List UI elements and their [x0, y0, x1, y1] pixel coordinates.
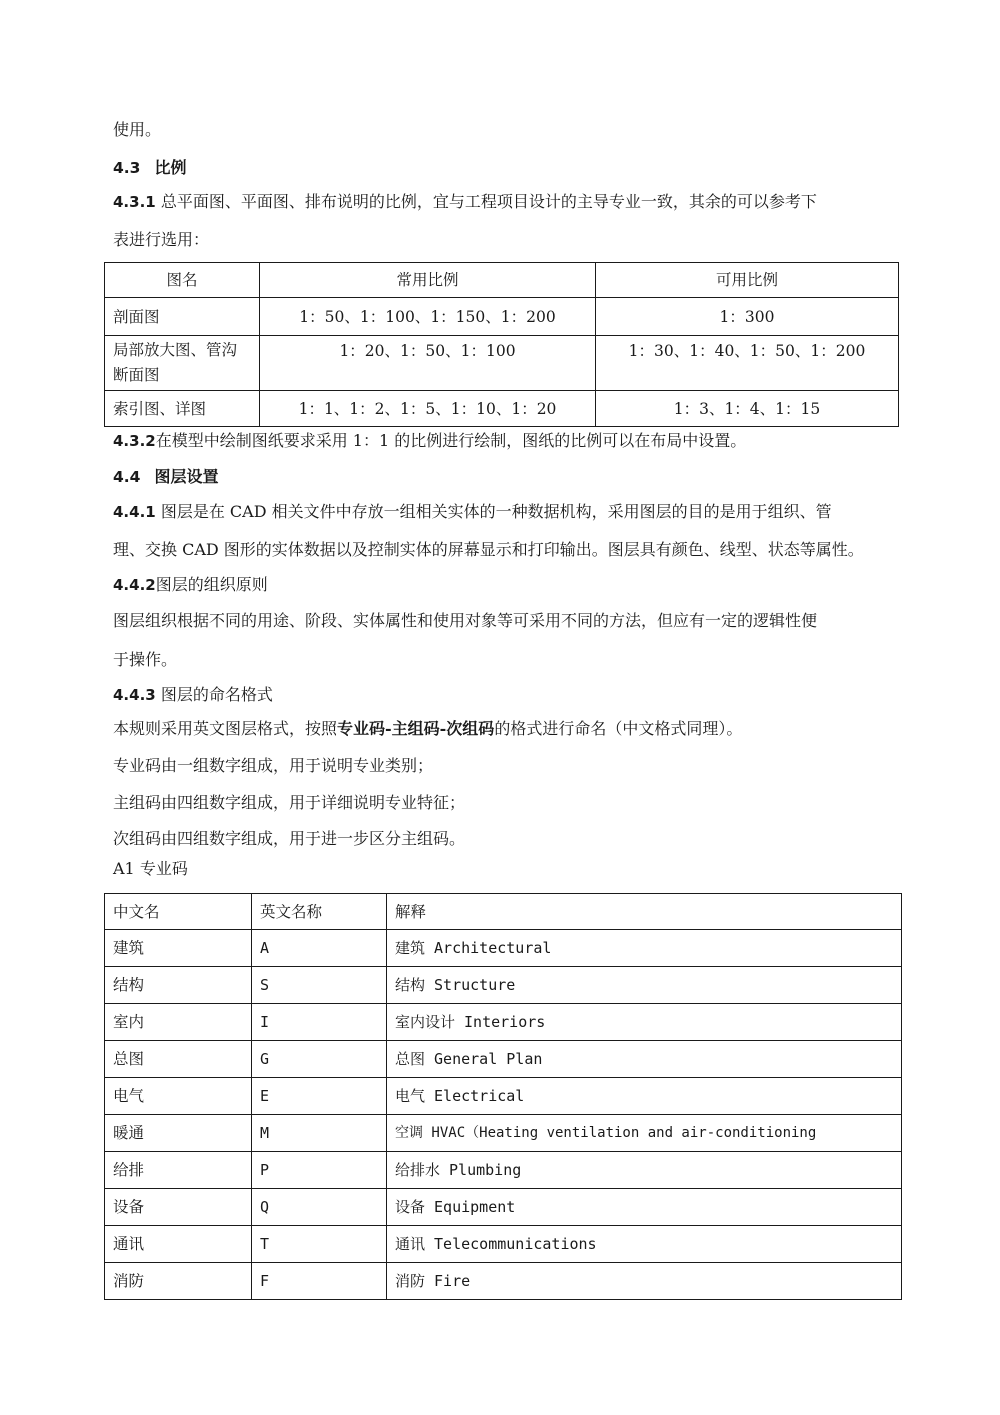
- table-row: [105, 1078, 902, 1115]
- table-header-row: [105, 894, 902, 930]
- scale-table: [104, 262, 899, 427]
- table-cell: 剖面图: [105, 298, 260, 336]
- table-row: [105, 967, 902, 1004]
- table-row: [105, 1115, 902, 1152]
- clause-number: 4.4.2: [113, 576, 156, 594]
- paragraph-continuation: 使用。: [113, 120, 162, 139]
- table-row: [105, 1189, 902, 1226]
- section-heading-4-4: [113, 467, 218, 487]
- table-cell: 给排: [105, 1152, 252, 1189]
- table-cell: G: [252, 1041, 387, 1078]
- table-cell: 建筑 Architectural: [387, 930, 902, 967]
- table-cell: 1：30、1：40、1：50、1：200: [596, 336, 899, 391]
- section-heading-4-3: [113, 158, 186, 178]
- table-cell: M: [252, 1115, 387, 1152]
- table-row: [105, 1263, 902, 1300]
- table-cell: T: [252, 1226, 387, 1263]
- table-cell: 空调 HVAC（Heating ventilation and air-conditioning: [387, 1115, 902, 1152]
- table-cell: 通讯 Telecommunications: [387, 1226, 902, 1263]
- header-cell: 中文名: [105, 894, 252, 930]
- section-number: 4.4: [113, 468, 141, 486]
- table-row: [105, 1041, 902, 1078]
- table-cell: 建筑: [105, 930, 252, 967]
- paragraph-4-4-2-line1: 图层组织根据不同的用途、阶段、实体属性和使用对象等可采用不同的方法，但应有一定的逻辑性便: [113, 611, 818, 630]
- paragraph-4-4-3-line1: [113, 719, 742, 739]
- paragraph-text: 总平面图、平面图、排布说明的比例，宜与工程项目设计的主导专业一致，其余的可以参考下: [160, 192, 817, 211]
- table-cell: S: [252, 967, 387, 1004]
- clause-number: 4.3.2: [113, 432, 156, 450]
- table-cell: P: [252, 1152, 387, 1189]
- section-number: 4.3: [113, 159, 141, 177]
- paragraph-4-4-1-line2: 理、交换 CAD 图形的实体数据以及控制实体的屏幕显示和打印输出。图层具有颜色、线型、状态等属性。: [113, 540, 864, 559]
- table-caption: A1 专业码: [113, 859, 188, 878]
- header-cell: 常用比例: [260, 263, 596, 298]
- header-cell: 可用比例: [596, 263, 899, 298]
- header-cell: 图名: [105, 263, 260, 298]
- table-row: [105, 930, 902, 967]
- table-row: [105, 1004, 902, 1041]
- table-cell: F: [252, 1263, 387, 1300]
- table-cell: 电气: [105, 1078, 252, 1115]
- table-cell: Q: [252, 1189, 387, 1226]
- paragraph-4-4-3-heading: [113, 685, 273, 705]
- paragraph-text: 图层是在 CAD 相关文件中存放一组相关实体的一种数据机构，采用图层的目的是用于组织、管: [160, 502, 832, 521]
- paragraph-text: 本规则采用英文图层格式，按照: [113, 719, 338, 738]
- table-cell: 设备: [105, 1189, 252, 1226]
- table-row: [105, 336, 899, 391]
- paragraph-4-3-1-line1: [113, 192, 817, 212]
- table-cell: 通讯: [105, 1226, 252, 1263]
- clause-number: 4.4.3: [113, 686, 156, 704]
- table-row: [105, 1226, 902, 1263]
- paragraph-4-3-1-line2: 表进行选用：: [113, 230, 210, 249]
- paragraph-4-4-2-line2: 于操作。: [113, 650, 178, 669]
- header-cell: 英文名称: [252, 894, 387, 930]
- table-cell: 室内设计 Interiors: [387, 1004, 902, 1041]
- table-cell: 1：50、1：100、1：150、1：200: [260, 298, 596, 336]
- clause-title: 图层的组织原则: [155, 575, 268, 594]
- table-row: [105, 1152, 902, 1189]
- table-cell: E: [252, 1078, 387, 1115]
- paragraph-4-4-3-line2: 专业码由一组数字组成，用于说明专业类别；: [113, 756, 434, 775]
- table-cell: 结构: [105, 967, 252, 1004]
- table-row: [105, 391, 899, 427]
- table-cell: 结构 Structure: [387, 967, 902, 1004]
- table-cell: 1：300: [596, 298, 899, 336]
- paragraph-4-3-2: [113, 431, 746, 451]
- table-cell: 索引图、详图: [105, 391, 260, 427]
- section-title: 图层设置: [154, 467, 219, 486]
- paragraph-4-4-3-line3: 主组码由四组数字组成，用于详细说明专业特征；: [113, 793, 466, 812]
- table-cell: 1：3、1：4、1：15: [596, 391, 899, 427]
- table-cell: 总图: [105, 1041, 252, 1078]
- table-cell: 暖通: [105, 1115, 252, 1152]
- table-cell: 室内: [105, 1004, 252, 1041]
- table-cell: 消防 Fire: [387, 1263, 902, 1300]
- paragraph-4-4-3-line4: 次组码由四组数字组成，用于进一步区分主组码。: [113, 829, 466, 848]
- table-cell: 1：20、1：50、1：100: [260, 336, 596, 391]
- clause-title: 图层的命名格式: [160, 685, 273, 704]
- table-row: [105, 298, 899, 336]
- clause-number: 4.3.1: [113, 193, 156, 211]
- paragraph-4-4-1-line1: [113, 502, 832, 522]
- header-cell: 解释: [387, 894, 902, 930]
- table-header-row: [105, 263, 899, 298]
- table-cell: 总图 General Plan: [387, 1041, 902, 1078]
- table-cell: I: [252, 1004, 387, 1041]
- table-cell: A: [252, 930, 387, 967]
- table-cell: 设备 Equipment: [387, 1189, 902, 1226]
- clause-number: 4.4.1: [113, 503, 156, 521]
- format-emphasis: 专业码-主组码-次组码: [337, 719, 495, 738]
- paragraph-4-4-2-heading: [113, 575, 268, 595]
- table-cell: 电气 Electrical: [387, 1078, 902, 1115]
- table-cell: 消防: [105, 1263, 252, 1300]
- table-cell: 1：1、1：2、1：5、1：10、1：20: [260, 391, 596, 427]
- paragraph-text: 在模型中绘制图纸要求采用 1：1 的比例进行绘制，图纸的比例可以在布局中设置。: [155, 431, 747, 450]
- table-cell: 给排水 Plumbing: [387, 1152, 902, 1189]
- paragraph-text: 的格式进行命名（中文格式同理）。: [494, 719, 743, 738]
- section-title: 比例: [154, 158, 187, 177]
- table-cell: 局部放大图、管沟断面图: [105, 336, 260, 391]
- discipline-code-table: [104, 893, 902, 1300]
